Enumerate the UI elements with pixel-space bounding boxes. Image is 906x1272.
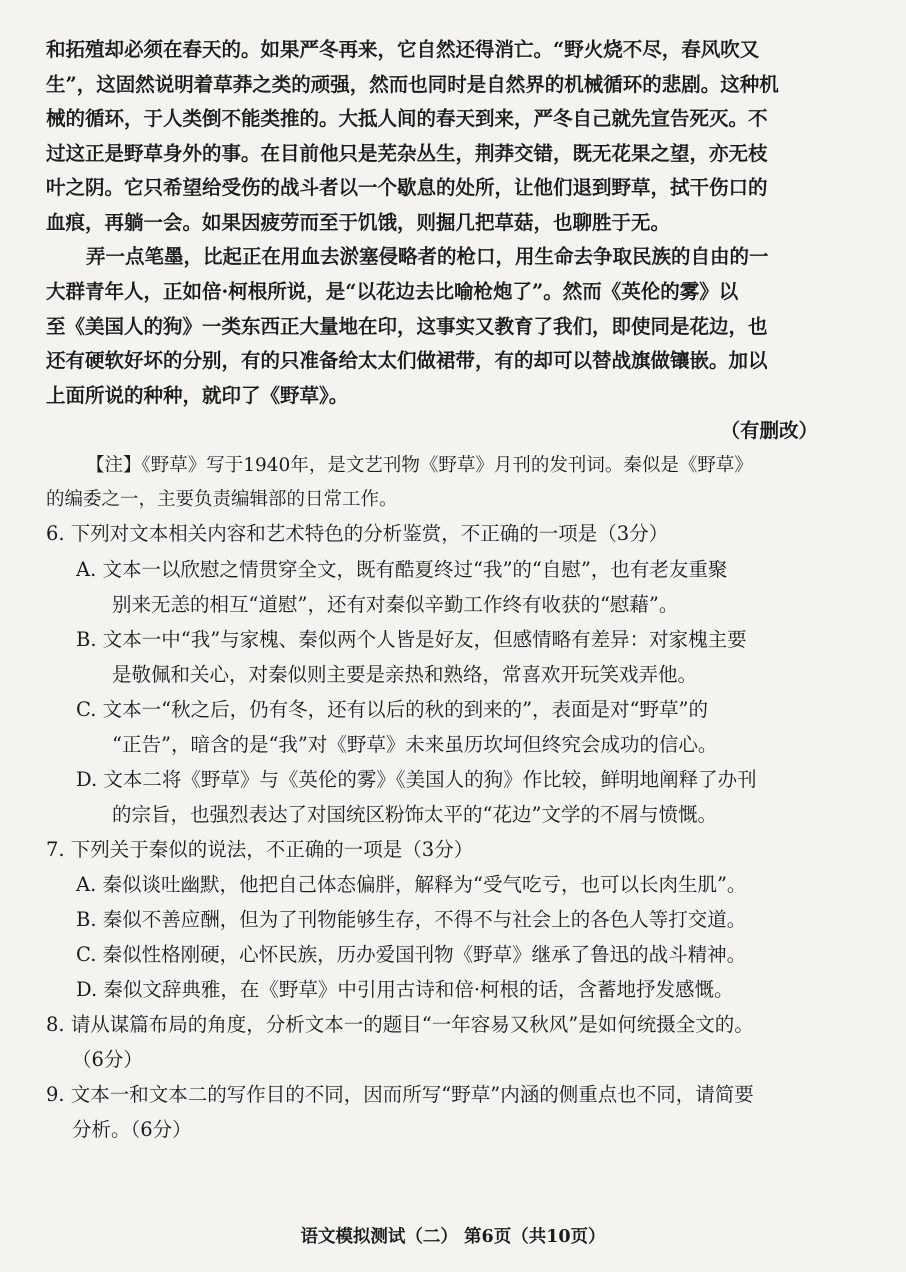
passage-line: 和拓殖却必须在春天的。如果严冬再来，它自然还得消亡。“野火烧不尽，春风吹又 xyxy=(46,38,760,61)
question-7-option-b: B. 秦似不善应酬，但为了刊物能够生存，不得不与社会上的各色人等打交道。 xyxy=(76,908,747,931)
question-6-option-c: C. 文本一“秋之后，仍有冬，还有以后的秋的到来的”，表面是对“野草”的 xyxy=(76,698,708,721)
passage-line: 弄一点笔墨，比起正在用血去淤塞侵略者的枪口，用生命去争取民族的自由的一 xyxy=(86,245,769,268)
annotation-line: 的编委之一，主要负责编辑部的日常工作。 xyxy=(46,489,398,510)
question-7-stem: 7. 下列关于秦似的说法，不正确的一项是（3分） xyxy=(46,838,474,861)
question-7-option-a: A. 秦似谈吐幽默，他把自己体态偏胖，解释为“受气吃亏，也可以长肉生肌”。 xyxy=(76,873,747,896)
passage-line: 还有硬软好坏的分别，有的只准备给太太们做裙带，有的却可以替战旗做镶嵌。加以 xyxy=(46,349,768,372)
passage-line: 至《美国人的狗》一类东西正大量地在印，这事实又教育了我们，即使同是花边，也 xyxy=(46,315,768,338)
question-7-option-d: D. 秦似文辞典雅，在《野草》中引用古诗和倍·柯根的话，含蓄地抒发感慨。 xyxy=(76,978,734,1001)
passage-line: 上面所说的种种，就印了《野草》。 xyxy=(46,384,349,407)
question-7-option-c: C. 秦似性格刚硬，心怀民族，历办爱国刊物《野草》继承了鲁迅的战斗精神。 xyxy=(76,943,747,966)
passage-line: 械的循环，于人类倒不能类推的。大抵人间的春天到来，严冬自己就先宣告死灭。不 xyxy=(46,107,768,130)
question-6-option-b: B. 文本一中“我”与家槐、秦似两个人皆是好友，但感情略有差异：对家槐主要 xyxy=(76,628,747,651)
question-9-points: 分析。（6分） xyxy=(72,1118,192,1141)
annotation-line: 【注】《野草》写于1940年，是文艺刊物《野草》月刊的发刊词。秦似是《野草》 xyxy=(86,455,753,476)
question-6-option-d-cont: 的宗旨，也强烈表达了对国统区粉饰太平的“花边”文学的不屑与愤慨。 xyxy=(112,803,717,826)
question-8-points: （6分） xyxy=(72,1048,143,1071)
question-6-option-a-cont: 别来无恙的相互“道慰”，还有对秦似辛勤工作终有收获的“慰藉”。 xyxy=(112,593,679,616)
passage-line: 过这正是野草身外的事。在目前他只是芜杂丛生，荆莽交错，既无花果之望，亦无枝 xyxy=(46,142,768,165)
question-9-stem: 9. 文本一和文本二的写作目的不同，因而所写“野草”内涵的侧重点也不同，请简要 xyxy=(46,1083,754,1106)
passage-line: 生”，这固然说明着草莽之类的顽强，然而也同时是自然界的机械循环的悲剧。这种机 xyxy=(46,73,779,96)
page-footer: 语文模拟测试（二） 第6页（共10页） xyxy=(300,1227,606,1247)
question-6-option-a: A. 文本一以欣慰之情贯穿全文，既有酷夏终过“我”的“自慰”，也有老友重聚 xyxy=(76,558,728,581)
passage-line: 血痕，再躺一会。如果因疲劳而至于饥饿，则掘几把草菇，也聊胜于无。 xyxy=(46,211,671,234)
source-note: （有删改） xyxy=(720,419,818,442)
question-8-stem: 8. 请从谋篇布局的角度，分析文本一的题目“一年容易又秋风”是如何统摄全文的。 xyxy=(46,1013,754,1036)
question-6-option-c-cont: “正告”，暗含的是“我”对《野草》未来虽历坎坷但终究会成功的信心。 xyxy=(112,733,718,756)
question-6-option-d: D. 文本二将《野草》与《英伦的雾》《美国人的狗》作比较，鲜明地阐释了办刊 xyxy=(76,768,757,791)
question-6-stem: 6. 下列对文本相关内容和艺术特色的分析鉴赏，不正确的一项是（3分） xyxy=(46,522,669,545)
passage-line: 大群青年人，正如倍·柯根所说，是“以花边去比喻枪炮了”。然而《英伦的雾》以 xyxy=(46,280,739,303)
question-6-option-b-cont: 是敬佩和关心，对秦似则主要是亲热和熟络，常喜欢开玩笑戏弄他。 xyxy=(112,663,698,686)
passage-line: 叶之阴。它只希望给受伤的战斗者以一个歇息的处所，让他们退到野草，拭干伤口的 xyxy=(46,176,768,199)
